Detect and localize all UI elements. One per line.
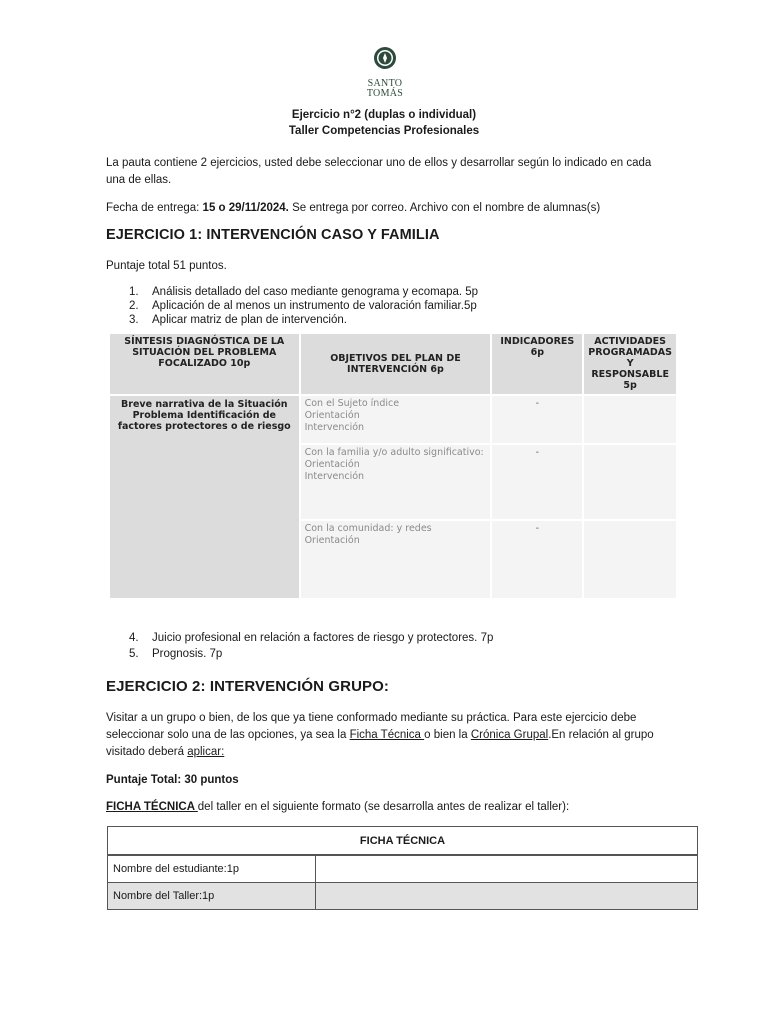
header-actividades: ACTIVIDADES PROGRAMADAS Y RESPONSABLE 5p <box>584 334 676 394</box>
ejercicio2-puntaje: Puntaje Total: 30 puntos <box>106 774 239 786</box>
logo-line2: TOMÁS <box>366 88 404 99</box>
table-row <box>110 396 676 443</box>
ficha-title-cell: FICHA TÉCNICA <box>108 827 698 856</box>
list-item: 1. Análisis detallado del caso mediante genograma y ecomapa. 5p <box>129 286 479 298</box>
logo-line1: SANTO <box>367 78 403 89</box>
table-row <box>108 883 698 910</box>
header-indicadores: INDICADORES 6p <box>492 334 582 394</box>
actividad-cell <box>584 396 676 443</box>
list-item: 3. Aplicar matriz de plan de intervención. <box>129 314 347 326</box>
list-item: 5. Prognosis. 7p <box>129 648 223 660</box>
ficha-tecnica-link: Ficha Técnica <box>349 729 425 741</box>
fecha-prefix: Fecha de entrega: <box>106 202 203 214</box>
cronica-grupal-link: Crónica Grupal <box>470 729 549 741</box>
fecha-date: 15 o 29/11/2024. <box>202 202 289 214</box>
table-header-row <box>108 827 698 856</box>
estudiante-label-cell: Nombre del estudiante:1p <box>108 855 316 883</box>
indicador-cell: - <box>492 521 582 598</box>
table-header-row <box>110 334 676 394</box>
santo-tomas-logo <box>365 46 405 108</box>
indicador-cell: - <box>492 396 582 443</box>
ejercicio1-heading: EJERCICIO 1: INTERVENCIÓN CASO Y FAMILIA <box>106 227 440 243</box>
header-sintesis: SÍNTESIS DIAGNÓSTICA DE LA SITUACIÓN DEL PROBLEMA FOCALIZADO 10p <box>110 334 299 394</box>
header-objetivos: OBJETIVOS DEL PLAN DE INTERVENCIÓN 6p <box>301 334 491 394</box>
ejercicio2-paragraph: Visitar a un grupo o bien, de los que ya tiene conformado mediante su práctica. Para este ejercicio debe seleccionar solo una de las opciones, ya sea la Ficha Técnica o bien la Crónica Grupal.En relación al grupo visitado deberá aplicar: <box>106 712 654 758</box>
intro-paragraph: La pauta contiene 2 ejercicios, usted debe seleccionar uno de ellos y desarrollar según lo indicado en cada una de ellas. <box>106 157 652 186</box>
intervention-plan-table <box>108 332 678 600</box>
situacion-cell: Breve narrativa de la Situación Problema Identificación de factores protectores o de riesgo <box>110 396 299 598</box>
objetivo-comunidad-cell: Con la comunidad: y redes Orientación <box>301 521 491 598</box>
taller-label-cell: Nombre del Taller:1p <box>108 883 316 910</box>
objetivo-familia-cell: Con la familia y/o adulto significativo: Orientación Intervención <box>301 445 491 519</box>
objetivo-sujeto-cell: Con el Sujeto índice Orientación Intervención <box>301 396 491 443</box>
document-subtitle: Taller Competencias Profesionales <box>288 125 480 137</box>
list-item: 2. Aplicación de al menos un instrumento de valoración familiar.5p <box>129 300 477 312</box>
list-item: 4. Juicio profesional en relación a factores de riesgo y protectores. 7p <box>129 632 494 644</box>
ejercicio1-puntaje: Puntaje total 51 puntos. <box>106 260 227 272</box>
ejercicio2-heading: EJERCICIO 2: INTERVENCIÓN GRUPO: <box>106 678 389 695</box>
estudiante-value-cell[interactable] <box>316 855 698 883</box>
fecha-suffix: Se entrega por correo. Archivo con el nombre de alumnas(s) <box>288 202 601 214</box>
crest-icon <box>373 46 397 70</box>
actividad-cell <box>584 445 676 519</box>
ficha-tecnica-table <box>107 826 698 910</box>
ficha-intro-paragraph: FICHA TÉCNICA del taller en el siguiente formato (se desarrolla antes de realizar el taller): <box>106 801 570 813</box>
table-row <box>108 855 698 883</box>
taller-value-cell[interactable] <box>316 883 698 910</box>
ejercicio1-list-continued <box>107 630 667 662</box>
document-title: Ejercicio n°2 (duplas o individual) <box>291 109 477 121</box>
aplicar-text: aplicar: <box>187 746 225 758</box>
ficha-tecnica-label: FICHA TÉCNICA <box>106 801 198 813</box>
actividad-cell <box>584 521 676 598</box>
fecha-paragraph <box>106 200 686 217</box>
indicador-cell: - <box>492 445 582 519</box>
ejercicio1-list <box>107 285 667 327</box>
